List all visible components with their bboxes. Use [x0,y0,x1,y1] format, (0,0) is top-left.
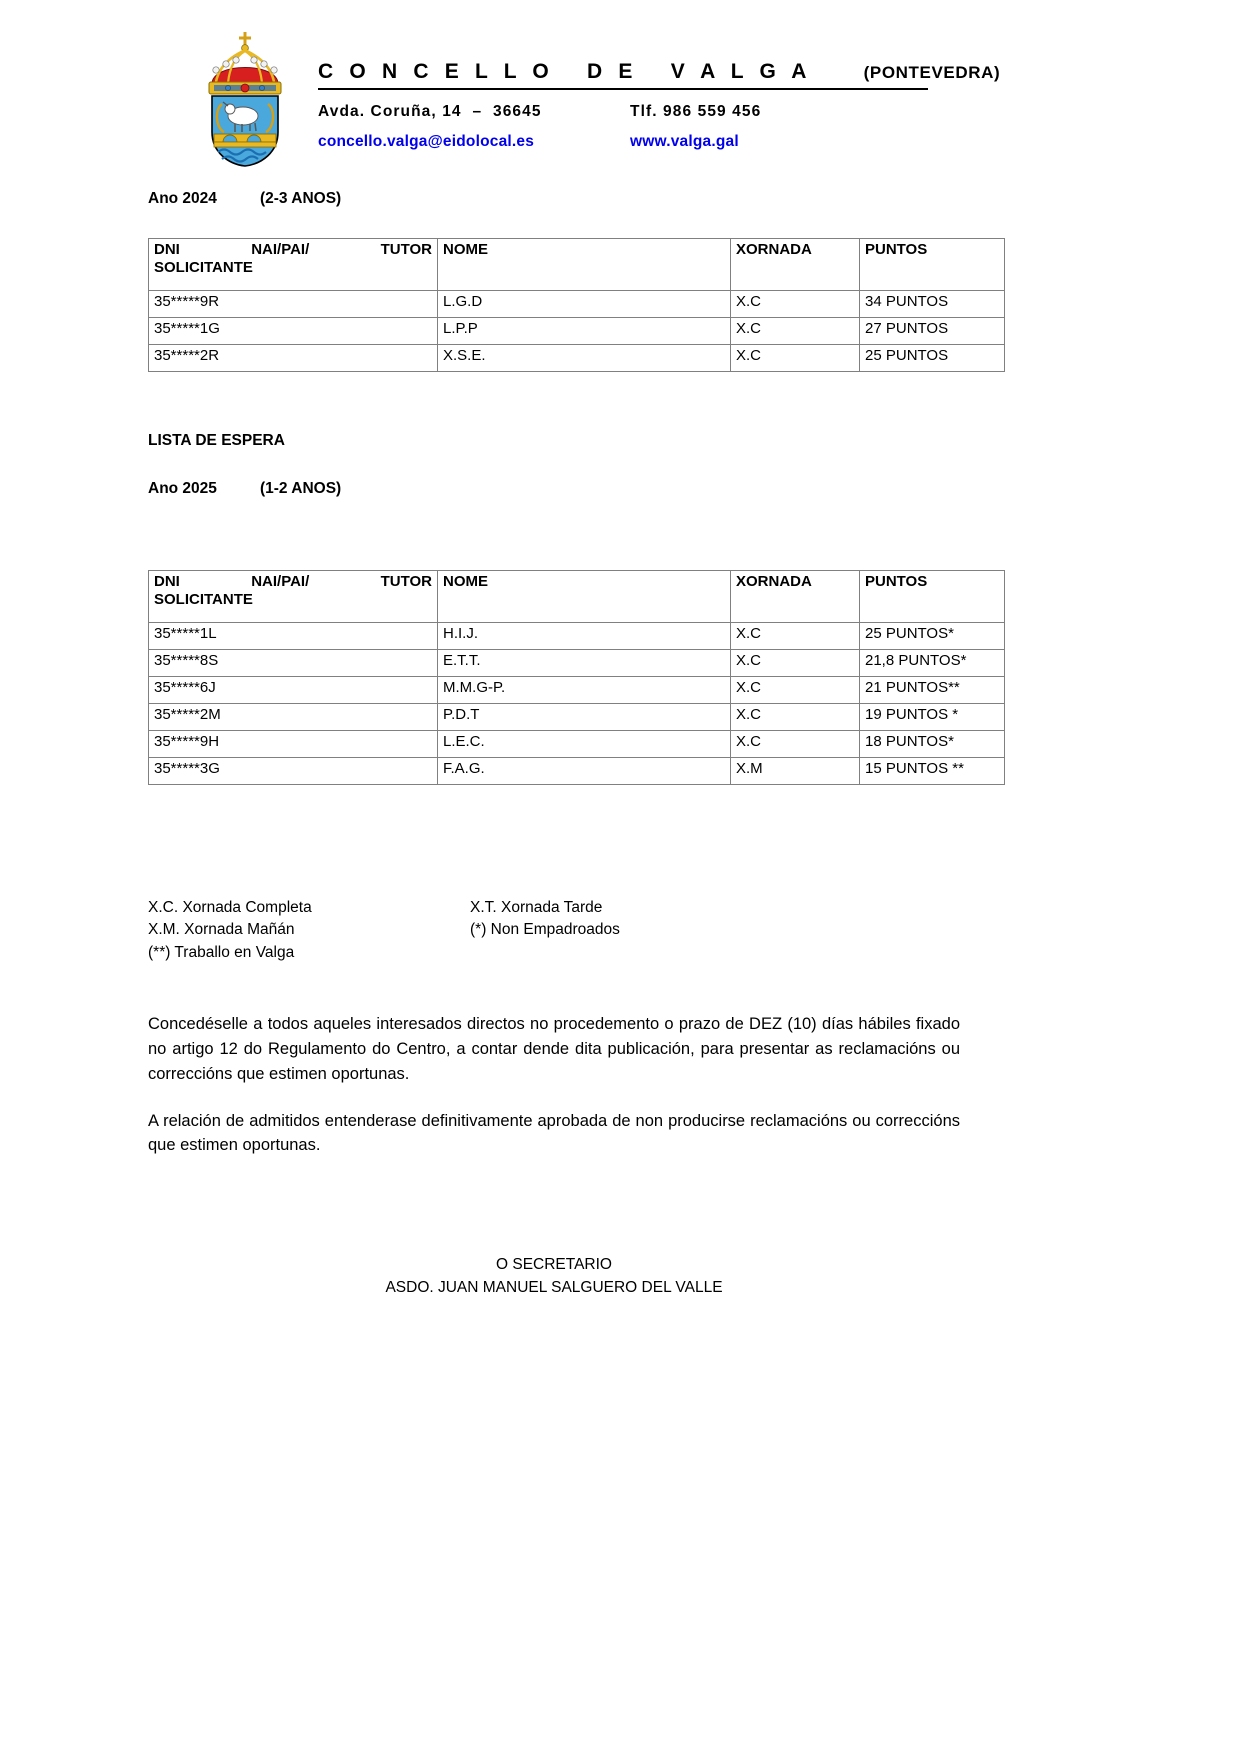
spacer [148,785,1093,875]
table-body-ano-2024 [149,291,1005,372]
header-cell-dni [149,571,438,623]
province-label: (PONTEVEDRA) [863,63,1001,82]
header-cell-xornada: XORNADA [731,239,860,291]
cell-xornada: X.C [731,318,860,345]
header-row [149,571,1005,623]
table-header [149,571,1005,623]
spacer [148,450,1093,480]
section-1-title: Ano 2024 (2-3 ANOS) [148,190,342,207]
header-naipai-label: NAI/PAI/ [251,241,310,258]
cell-dni: 35*****9R [149,291,438,318]
cell-puntos: 18 PUNTOS* [860,731,1005,758]
cell-dni: 35*****1G [149,318,438,345]
crest-container [190,28,300,168]
contact-line [318,133,928,151]
cell-xornada: X.C [731,623,860,650]
table-row [149,623,1005,650]
organization-name: C O N C E L L O D E V A L G A [318,60,812,83]
signature-block [148,1254,960,1299]
cell-xornada: X.C [731,291,860,318]
header-cell-dni [149,239,438,291]
address-line [318,103,928,121]
legend-block [148,897,1093,964]
table-row [149,650,1005,677]
spacer [148,208,1093,238]
cell-puntos: 25 PUNTOS [860,345,1005,372]
header-cell-puntos: PUNTOS [860,571,1005,623]
header-solicitante-label: SOLICITANTE [154,591,253,609]
cell-dni: 35*****2R [149,345,438,372]
header-dni-label: DNI [154,573,180,590]
website-link[interactable]: www.valga.gal [630,133,739,150]
header-naipai-label: NAI/PAI/ [251,573,310,590]
waiting-list-title: LISTA DE ESPERA [148,432,285,449]
legend-row-1 [148,897,1093,919]
cell-nome: L.E.C. [438,731,731,758]
cell-nome: P.D.T [438,704,731,731]
cell-nome: H.I.J. [438,623,731,650]
cell-puntos: 21,8 PUNTOS* [860,650,1005,677]
cell-puntos: 15 PUNTOS ** [860,758,1005,785]
table-row [149,677,1005,704]
signature-role: O SECRETARIO [496,1256,612,1274]
legend-asterisk: (*) Non Empadroados [470,921,620,939]
paragraph-claims-period: Concedéselle a todos aqueles interesados directos no procedemento o prazo de DEZ (10) días hábiles fixado no artigo 12 do Regulamento do Centro, a contar dende dita publicación, para presentar as reclamacións ou correccións que estimen oportunas. [148,1015,960,1083]
table-row [149,731,1005,758]
header-tutor-label: TUTOR [380,241,432,258]
spacer [148,1158,1093,1218]
cell-dni: 35*****9H [149,731,438,758]
cell-xornada: X.M [731,758,860,785]
cell-xornada: X.C [731,650,860,677]
cell-puntos: 21 PUNTOS** [860,677,1005,704]
table-header [149,239,1005,291]
cell-puntos: 27 PUNTOS [860,318,1005,345]
cell-xornada: X.C [731,704,860,731]
legend-row-2 [148,919,1093,941]
spacer [148,875,1093,897]
legend-xt: X.T. Xornada Tarde [470,899,603,916]
header-row [149,239,1005,291]
organization-line [318,60,1001,90]
cell-xornada: X.C [731,731,860,758]
spacer [148,372,1093,432]
cell-nome: F.A.G. [438,758,731,785]
paragraph-final-approval: A relación de admitidos entenderase definitivamente aprobada de non producirse reclamacións ou correccións que estimen oportunas. [148,1111,960,1155]
cell-nome: E.T.T. [438,650,731,677]
table-row [149,758,1005,785]
header-solicitante-label: SOLICITANTE [154,259,253,277]
spacer [148,1087,1093,1109]
valga-coat-of-arms-icon [190,28,300,168]
cell-xornada: X.C [731,345,860,372]
cell-puntos: 34 PUNTOS [860,291,1005,318]
cell-nome: L.P.P [438,318,731,345]
legend-double-asterisk: (**) Traballo en Valga [148,943,295,961]
cell-nome: X.S.E. [438,345,731,372]
header-dni-label: DNI [154,241,180,258]
header-cell-nome: NOME [438,239,731,291]
header-cell-nome: NOME [438,571,731,623]
cell-dni: 35*****1L [149,623,438,650]
cell-nome: L.G.D [438,291,731,318]
legend-row-3 [148,942,1093,964]
spacer [148,964,1093,1012]
table-row [149,291,1005,318]
cell-dni: 35*****6J [149,677,438,704]
email-link[interactable]: concello.valga@eidolocal.es [318,133,535,150]
header-cell-xornada: XORNADA [731,571,860,623]
cell-puntos: 19 PUNTOS * [860,704,1005,731]
cell-dni: 35*****3G [149,758,438,785]
cell-dni: 35*****8S [149,650,438,677]
legend-xc: X.C. Xornada Completa [148,899,312,916]
header-text-block [318,28,1001,151]
cell-dni: 35*****2M [149,704,438,731]
header-tutor-label: TUTOR [380,573,432,590]
table-row [149,704,1005,731]
header-cell-puntos: PUNTOS [860,239,1005,291]
table-row [149,345,1005,372]
cell-nome: M.M.G-P. [438,677,731,704]
street-address: Avda. Coruña, 14 – 36645 [318,103,542,120]
table-row [149,318,1005,345]
document-header [0,28,1241,168]
phone-number: Tlf. 986 559 456 [630,103,762,120]
document-content [148,190,1093,1299]
table-body-ano-2025 [149,623,1005,785]
table-ano-2024 [148,238,1005,372]
spacer [148,1218,1093,1254]
table-ano-2025 [148,570,1005,785]
legend-xm: X.M. Xornada Mañán [148,921,295,939]
cell-xornada: X.C [731,677,860,704]
signature-name: ASDO. JUAN MANUEL SALGUERO DEL VALLE [385,1278,723,1296]
spacer [148,498,1093,570]
section-2-title: Ano 2025 (1-2 ANOS) [148,480,342,497]
cell-puntos: 25 PUNTOS* [860,623,1005,650]
